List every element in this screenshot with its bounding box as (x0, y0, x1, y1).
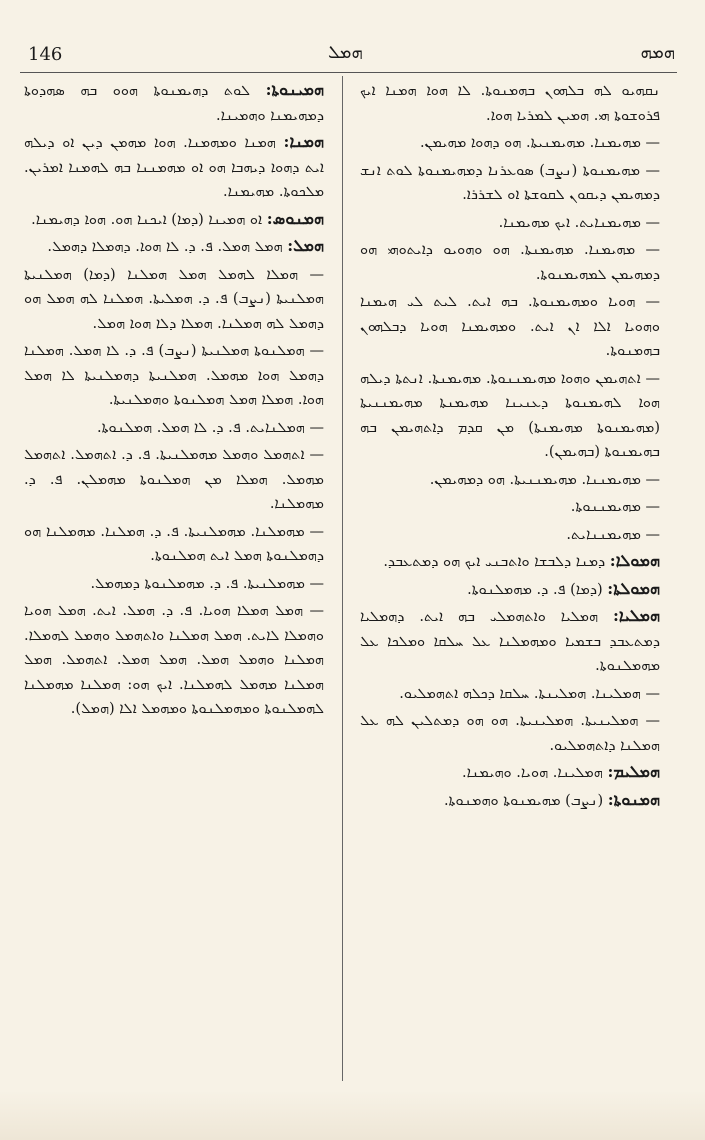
entry-definition: ܐܘ ܗܡܝܢܐ (ܕܡܐ) ܐܝܟܢܐ ܗܘ. ܗܘܐ ܕܗܝܡܢܐ. (31, 211, 263, 228)
column-divider (342, 76, 343, 1081)
entry-definition: — ܗܡܠܢܘܬܐ ܗܡܠܢܝܬܐ (ܢܨܒ) ܦ. ܕ. ܠܐ ܗܡܠ. ܗܡܠܢܐ ܕܗܡܠ ܗܘܐ ܡܗܡܠ. ܗܡܠܢܝܬܐ ܕܗܡܠܢܝܬܐ ܠܐ ܗܡܠ ܗܘܐ. ܗܡܠܐ ܗܡܠ ܗܡܠܢܘܬܐ ܘܗܡܠܢܝܬܐ. (24, 343, 324, 408)
dictionary-entry (360, 366, 660, 465)
dictionary-entry (360, 788, 660, 814)
entry-definition: — ܗܡܠܢܐܝܬ. ܦ. ܕ. ܠܐ ܗܡܠ. ܗܡܠܢܘܬܐ. (96, 419, 324, 436)
entry-definition: — ܗܡܠ ܗܡܠܐ ܗܘܝܐ. ܦ. ܕ. ܗܡܠ. ܐܝܬ. ܗܡܠ ܗܘܝܐ ܘܗܡܠܐ ܠܐܝܬ. ܗܡܠ ܗܡܠܢܐ ܘܐܬܗܡܠ ܘܗܡܠ ܠܗܡܠܐ. ܗܡܠܢܐ ܘܗܡܠ ܗܡܠ. ܗܡܠ ܗܡܠ. ܐܬܗܡܠ. ܗܡܠ ܗܡܠܢܐ ܡܗܡܠ ܠܗܡܠܢܐ. ܐܝܟ ܗܘ: ܗܡܠܢܐ ܡܗܡܠܢܐ ܠܗܡܠܢܘܬܐ ܘܡܗܡܠܢܘܬܐ ܘܡܗܡܠ ܐܠܐ (ܗܡܠ). (24, 603, 324, 717)
entry-headword: ܗܡܘܠܐ: (609, 551, 660, 570)
dictionary-entry (360, 289, 660, 364)
dictionary-entry (24, 415, 324, 441)
entry-definition: (ܢܨܒ) ܡܗܝܡܢܘܬܐ ܘܗܡܢܘܬܐ. (443, 792, 604, 809)
entry-definition: — ܡܗܝܡܢܢܐܝܬ. (566, 526, 660, 543)
entry-definition: — ܡܗܡܠܢܐ. ܡܗܡܠܢܝܬܐ. ܦ. ܕ. ܗܡܠܢܐ. ܡܗܡܠܢܐ ܗܘ ܕܗܡܠܢܘܬܐ ܗܡܠ ܐܝܬ ܗܡܠܢܘܬܐ. (24, 523, 324, 564)
dictionary-entry (360, 210, 660, 236)
entry-headword: ܗܡܢܐ: (283, 132, 324, 151)
dictionary-entry (24, 571, 324, 597)
dictionary-entry (360, 522, 660, 548)
dictionary-entry (24, 234, 324, 260)
entry-definition: — ܐܬܗܝܡܢ ܘܗܘܐ ܡܗܝܡܢܢܘܬܐ. ܡܗܝܡܢܬܐ. ܐܢܬܬܐ ܕܝܠܗ ܗܘܐ ܠܗܝܡܢܘܬܐ ܕܥܢܝܢܐ ܡܗܝܡܢܬܐ ܡܗܝܡܢܢܝܬܐ (ܡܗܝܡܢܘܬܐ ܡܗܝܡܢܬܐ) ܡܢ ܩܕܡ ܕܐܬܗܝܡܢ ܒܗ ܒܗܝܡܢܘܬܐ (ܒܗܝܡܢ). (360, 370, 660, 460)
entry-definition: — ܡܗܝܡܢܐܝܬ. ܐܝܟ ܡܗܝܡܢܐ. (498, 214, 660, 231)
dictionary-entry (24, 130, 324, 205)
dictionary-entry (24, 262, 324, 337)
entry-definition: ܗܡܠ ܗܡܠ. ܦ. ܕ. ܠܐ ܗܘܐ. ܕܗܡܠܐ ܕܗܡܠ. (47, 239, 283, 255)
running-head-center: ܗܡܠ (328, 42, 363, 63)
dictionary-entry (24, 519, 324, 569)
entry-definition: ܕܡܢܐ ܕܠܒܫܐ ܘܐܬܒܢܝ ܐܝܟ ܗܘ ܕܡܬܥܒܕ. (383, 554, 606, 570)
entry-headword: ܗܡܢܘܬܐ: (607, 789, 660, 809)
entry-definition: — ܗܘܝܐ ܘܡܗܝܡܢܘܬܐ. ܒܗ ܐܝܬ. ܠܝܬ ܠܝ ܗܝܡܢܐ ܘܗܘܝܐ ܐܠܐ ܐܢ ܐܝܬ. ܘܡܗܝܡܢܐ ܗܘܝܐ ܕܒܠܗܘܢ ܒܗܡܢܘܬܐ. (360, 294, 660, 359)
dictionary-entry (24, 207, 324, 233)
entry-definition: — ܗܡܠܝܢܝܬܐ. ܗܡܠܝܢܝܬܐ. ܗܘ ܗܘ ܕܡܬܠܝܢ ܠܗ ܥܠ ܗܡܠܢܐ ܕܐܬܗܡܠܝܘ. (360, 713, 660, 754)
dictionary-entry (360, 708, 660, 758)
entry-definition: ܗܡܢܐ ܘܡܗܡܢܐ. ܗܘܐ ܡܗܡܢ ܕܝܢ ܐܘ ܕܝܠܗ ܐܝܬ ܕܗܘܐ ܕܝܗܒܐ ܗܘ ܐܘ ܡܗܡܢܢܐ ܒܗ ܠܗܡܢܐ ܐܡܪܝܢ. ܡܠܟܘܬܐ. ܡܗܝܡܢܐ. (24, 135, 324, 200)
dictionary-entry (360, 681, 660, 707)
entry-definition: — ܡܗܝܡܢܐ. ܡܗܝܡܢܬܐ. ܗܘ ܘܗܘܝܘ ܕܐܝܬܘܗܝ ܗܘ ܕܡܗܝܡܢ ܠܡܗܝܡܢܘܬܐ. (360, 242, 660, 283)
dictionary-entry (360, 577, 660, 603)
page-bottom-margin (0, 1090, 705, 1140)
page-header (28, 40, 675, 70)
running-head-right: ܗܡܗ (640, 42, 675, 63)
dictionary-entry (24, 338, 324, 413)
dictionary-entry (360, 760, 660, 786)
entry-definition: — ܗܡܠܝܢܐ. ܗܡܠܝܢܬܐ. ܚܠܩܐ ܕܟܠܗ ܐܬܗܡܠܝܘ. (399, 685, 660, 702)
entry-headword: ܗܡܘܠܬܐ: (607, 578, 660, 598)
entry-definition: (ܕܡܐ) ܦ. ܕ. ܡܗܡܠܢܘܬܐ. (467, 581, 603, 598)
entry-definition: — ܡܗܝܡܢܐ. ܡܗܝܡܢܝܬܐ. ܗܘ ܕܗܘܐ ܡܗܝܡܢ. (419, 135, 660, 151)
dictionary-entry (360, 237, 660, 287)
entry-definition: — ܗܡܠܐ ܠܗܡܠ ܗܡܠ ܗܡܠܢܐ (ܕܡܐ) ܗܡܠܢܝܬܐ ܗܡܠܢܝܬܐ (ܢܨܒ) ܦ. ܕ. ܗܡܠܝܬܐ. ܗܡܠܢܐ ܠܗ ܗܡܠ ܗܘ ܕܗܡܠ ܠܗ ܗܡܠܢܐ. ܗܡܠܐ ܕܠܐ ܗܘܐ ܗܡܠ. (24, 266, 324, 332)
entry-headword: ܗܡܠܝܐ: (612, 606, 660, 625)
dictionary-entry (24, 442, 324, 517)
entry-definition: — ܡܗܝܡܢܘܬܐ (ܢܨܒ) ܣܘܥܪܢܐ ܕܡܗܝܡܢܘܬܐ ܠܘܬ ܐܢܫ ܕܡܗܝܡܢ ܕܝܩܘܢ ܠܩܘܫܬܐ ܐܘ ܠܫܪܪܐ. (360, 162, 660, 203)
entry-definition: ܠܘܬ ܕܗܝܡܢܘܬܐ ܗܘܘ ܒܗ ܣܗܕܘܬܐ ܕܡܗܝܡܢܐ ܘܗܡܝܢܐ. (24, 83, 324, 124)
dictionary-entry (360, 494, 660, 520)
entry-headword: ܗܡܢܘܣ: (266, 208, 324, 228)
dictionary-entry (360, 467, 660, 493)
entry-definition: — ܡܗܡܠܢܝܬܐ. ܦ. ܕ. ܡܗܡܠܢܘܬܐ ܕܡܗܡܠ. (90, 575, 324, 592)
dictionary-entry (24, 598, 324, 722)
entry-headword: ܗܡܝܢܘܬܐ: (265, 80, 324, 99)
right-column (360, 78, 660, 815)
dictionary-entry (360, 604, 660, 679)
entry-definition: — ܡܗܝܡܢܢܐ. ܡܗܝܡܢܢܝܬܐ. ܗܘ ܕܡܗܝܡܢ. (429, 471, 660, 488)
dictionary-entry (360, 78, 660, 128)
dictionary-entry (360, 130, 660, 156)
header-rule (20, 72, 677, 73)
dictionary-entry (360, 549, 660, 575)
entry-definition: — ܐܬܗܡܠ ܘܗܡܠ ܡܗܡܠܢܝܬܐ. ܦ. ܕ. ܐܬܗܡܠ. ܐܬܗܡܠ ܡܗܡܠ. ܗܡܠܐ ܡܢ ܗܡܠܢܘܬܐ ܡܗܡܠܢ. ܦ. ܕ. ܡܗܡܠܢܐ. (24, 447, 324, 512)
page-number: 146 (28, 44, 63, 65)
dictionary-entry (360, 158, 660, 208)
dictionary-entry (24, 78, 324, 128)
entry-definition: ܗܡܠܝܐ ܘܐܬܗܡܠܝ ܒܗ ܐܝܬ. ܕܗܡܠܝܐ ܕܡܬܥܒܕ ܒܫܡܝܐ ܘܡܗܡܠܢܐ ܥܠ ܚܠܩܐ ܘܡܠܟܐ ܥܠ ܡܗܡܠܢܘܬܐ. (360, 609, 660, 674)
entry-definition: — ܡܗܝܡܢܢܘܬܐ. (570, 499, 660, 515)
entry-headword: ܗܡܠܝܡ: (607, 762, 660, 781)
entry-headword: ܗܡܠ: (287, 236, 324, 255)
left-column (24, 78, 324, 724)
entry-definition: ܢܩܗܝܘ ܠܗ ܒܠܗܘܢ ܒܗܡܢܘܬܐ. ܠܐ ܗܘܐ ܗܡܢܐ ܐܝܟ ܦܪܘܫܘܬܐ ܗܝ. ܗܡܝܢ ܠܡܪܝܐ ܗܘܐ. (360, 83, 660, 124)
entry-definition: ܗܡܠܝܢܐ. ܗܘܝܐ. ܘܗܝܡܢܐ. (461, 765, 603, 781)
